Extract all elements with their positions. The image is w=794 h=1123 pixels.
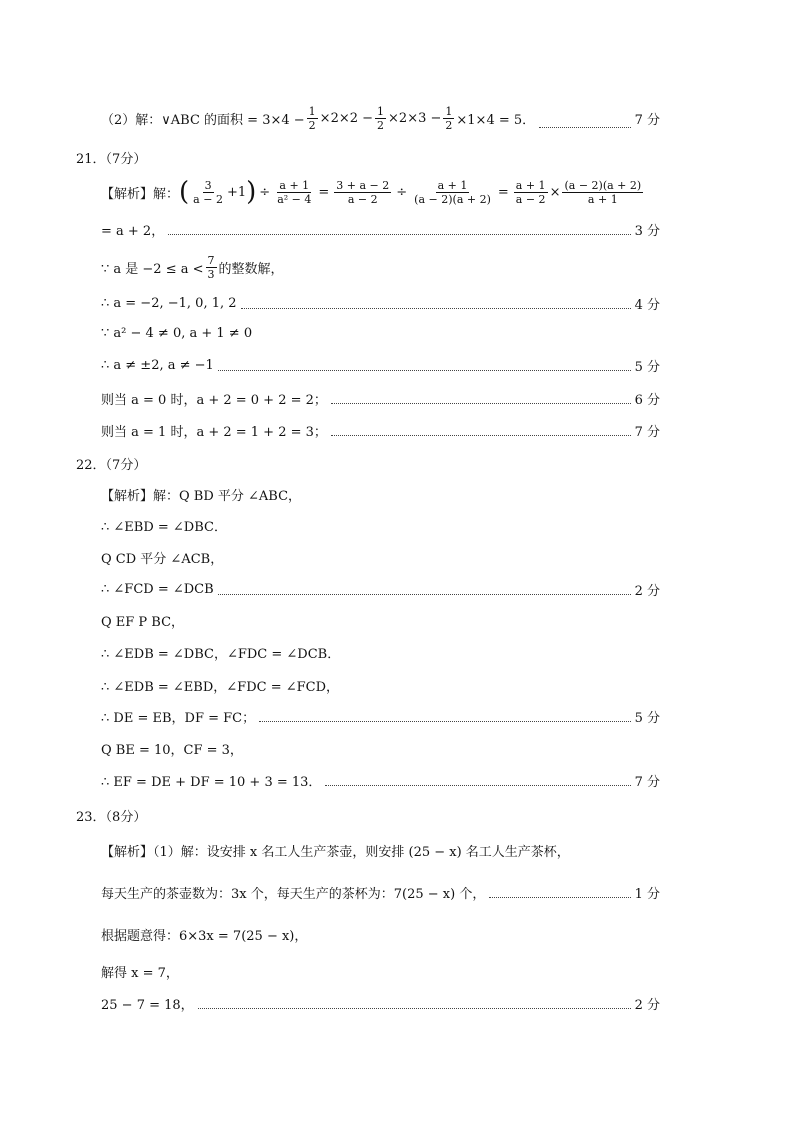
q22-line3 bbox=[101, 548, 660, 567]
score: 2 分 bbox=[634, 998, 660, 1013]
q22-step: Q CD 平分 ∠ACB， bbox=[101, 552, 224, 567]
q21-op: × bbox=[549, 184, 561, 200]
q22-step: ∴ EF = DE + DF = 10 + 3 = 13． bbox=[101, 775, 322, 790]
q22-step: Q BE = 10，CF = 3， bbox=[101, 743, 243, 758]
dot-leader bbox=[539, 119, 630, 128]
q21-line8 bbox=[101, 421, 660, 440]
q22-line6 bbox=[101, 643, 660, 662]
dot-leader bbox=[259, 713, 631, 722]
q23-step: 25 − 7 = 18， bbox=[101, 998, 194, 1013]
q21-term: +1 bbox=[226, 184, 247, 200]
q21-op: = bbox=[318, 184, 330, 200]
q21-line5 bbox=[101, 326, 660, 341]
q21-op: = bbox=[497, 184, 509, 200]
q22-step: ∴ ∠FCD = ∠DCB bbox=[101, 582, 214, 597]
q21-step: 则当 a = 1 时，a + 2 = 1 + 2 = 3； bbox=[101, 425, 327, 440]
q21-step: ∵ a 是 −2 ≤ a < bbox=[101, 261, 204, 277]
q21-step: 则当 a = 0 时，a + 2 = 0 + 2 = 2； bbox=[101, 393, 327, 408]
q21-line7 bbox=[101, 389, 660, 408]
fraction: $\frac{1}{2}$ bbox=[445, 104, 453, 132]
q22-line1 bbox=[101, 485, 660, 504]
q20-part2-text: （2）解：∨ABC 的面积 = 3×4 − bbox=[101, 112, 305, 128]
right-paren: ) bbox=[246, 177, 257, 207]
q21-op: ÷ bbox=[259, 184, 271, 200]
fraction: $\frac{a + 1}{a - 2}$ bbox=[515, 178, 546, 206]
dot-leader bbox=[218, 362, 631, 371]
q22-line10 bbox=[101, 771, 660, 790]
q22-line7 bbox=[101, 676, 660, 695]
fraction: $\frac{1}{2}$ bbox=[377, 104, 385, 132]
q23-heading: 23．（8分） bbox=[76, 810, 147, 825]
q20-term: ×1×4 = 5． bbox=[456, 112, 536, 128]
dot-leader bbox=[168, 226, 630, 235]
q22-line9 bbox=[101, 739, 660, 758]
q22-step: ∴ ∠EDB = ∠DBC，∠FDC = ∠DCB． bbox=[101, 647, 341, 662]
q21-label: 【解析】解： bbox=[101, 186, 180, 202]
q22-step: 【解析】解：Q BD 平分 ∠ABC， bbox=[101, 489, 302, 504]
q22-line4 bbox=[101, 580, 660, 599]
dot-leader bbox=[331, 395, 631, 404]
q22-line2 bbox=[101, 516, 660, 535]
q21-step: 的整数解， bbox=[218, 261, 284, 277]
dot-leader bbox=[218, 586, 631, 595]
dot-leader bbox=[489, 889, 630, 898]
q21-step: ∵ a² − 4 ≠ 0, a + 1 ≠ 0 bbox=[101, 326, 253, 341]
q22-step: ∴ ∠EBD = ∠DBC． bbox=[101, 520, 227, 535]
q21-op: ÷ bbox=[396, 184, 408, 200]
q23-line4 bbox=[101, 962, 660, 981]
score: 4 分 bbox=[634, 298, 660, 313]
dot-leader bbox=[331, 427, 631, 436]
q21-step: = a + 2， bbox=[101, 224, 165, 239]
q23-line5 bbox=[101, 994, 660, 1013]
dot-leader bbox=[325, 777, 630, 786]
q22-heading: 22．（7分） bbox=[76, 458, 147, 473]
q21-heading: 21．（7分） bbox=[76, 152, 147, 167]
q21-line2 bbox=[101, 220, 660, 239]
q21-expression bbox=[101, 172, 660, 212]
q20-part2-line bbox=[101, 104, 660, 132]
score: 6 分 bbox=[634, 393, 660, 408]
q23-line3 bbox=[101, 925, 660, 944]
q23-step: 根据题意得：6×3x = 7(25 − x)， bbox=[101, 929, 308, 944]
q21-step: ∴ a = −2, −1, 0, 1, 2 bbox=[101, 296, 237, 311]
fraction: $\frac{3 + a - 2}{a - 2}$ bbox=[336, 178, 390, 206]
score: 5 分 bbox=[634, 711, 660, 726]
left-paren: ( bbox=[179, 177, 190, 207]
q22-step: ∴ DE = EB，DF = FC； bbox=[101, 711, 256, 726]
fraction: $\frac{(a - 2)(a + 2)}{a + 1}$ bbox=[564, 178, 642, 206]
q20-term: ×2×3 − bbox=[388, 110, 442, 126]
q22-line8 bbox=[101, 707, 660, 726]
fraction: $\frac{1}{2}$ bbox=[308, 104, 316, 132]
score: 1 分 bbox=[634, 887, 660, 902]
fraction: $\frac{7}{3}$ bbox=[207, 253, 215, 281]
q23-line1 bbox=[101, 841, 660, 860]
q22-line5 bbox=[101, 611, 660, 630]
score: 3 分 bbox=[634, 224, 660, 239]
q20-term: ×2×2 − bbox=[319, 110, 374, 126]
q21-line3 bbox=[101, 250, 660, 284]
score: 7 分 bbox=[634, 112, 660, 128]
q22-step: ∴ ∠EDB = ∠EBD，∠FDC = ∠FCD， bbox=[101, 680, 339, 695]
q22-step: Q EF P BC， bbox=[101, 615, 185, 630]
q21-line4 bbox=[101, 294, 660, 313]
q23-step: 解得 x = 7， bbox=[101, 966, 179, 981]
q21-line6 bbox=[101, 356, 660, 375]
q23-line2 bbox=[101, 883, 660, 902]
score: 2 分 bbox=[634, 584, 660, 599]
score: 5 分 bbox=[634, 360, 660, 375]
fraction: $\frac{a + 1}{\text{a² − 4}}$ bbox=[277, 178, 312, 206]
q21-step: ∴ a ≠ ±2, a ≠ −1 bbox=[101, 358, 214, 373]
q23-step: 每天生产的茶壶数为：3x 个，每天生产的茶杯为：7(25 − x) 个， bbox=[101, 887, 486, 902]
q23-step: 【解析】（1）解：设安排 x 名工人生产茶壶，则安排 (25 − x) 名工人生产茶杯， bbox=[101, 845, 570, 860]
score: 7 分 bbox=[634, 775, 660, 790]
dot-leader bbox=[198, 1000, 631, 1009]
fraction: $\frac{a + 1}{(a - 2)(a + 2)}$ bbox=[414, 178, 491, 206]
score: 7 分 bbox=[634, 425, 660, 440]
fraction: $\frac{3}{a - 2}$ bbox=[193, 178, 223, 206]
dot-leader bbox=[241, 300, 631, 309]
